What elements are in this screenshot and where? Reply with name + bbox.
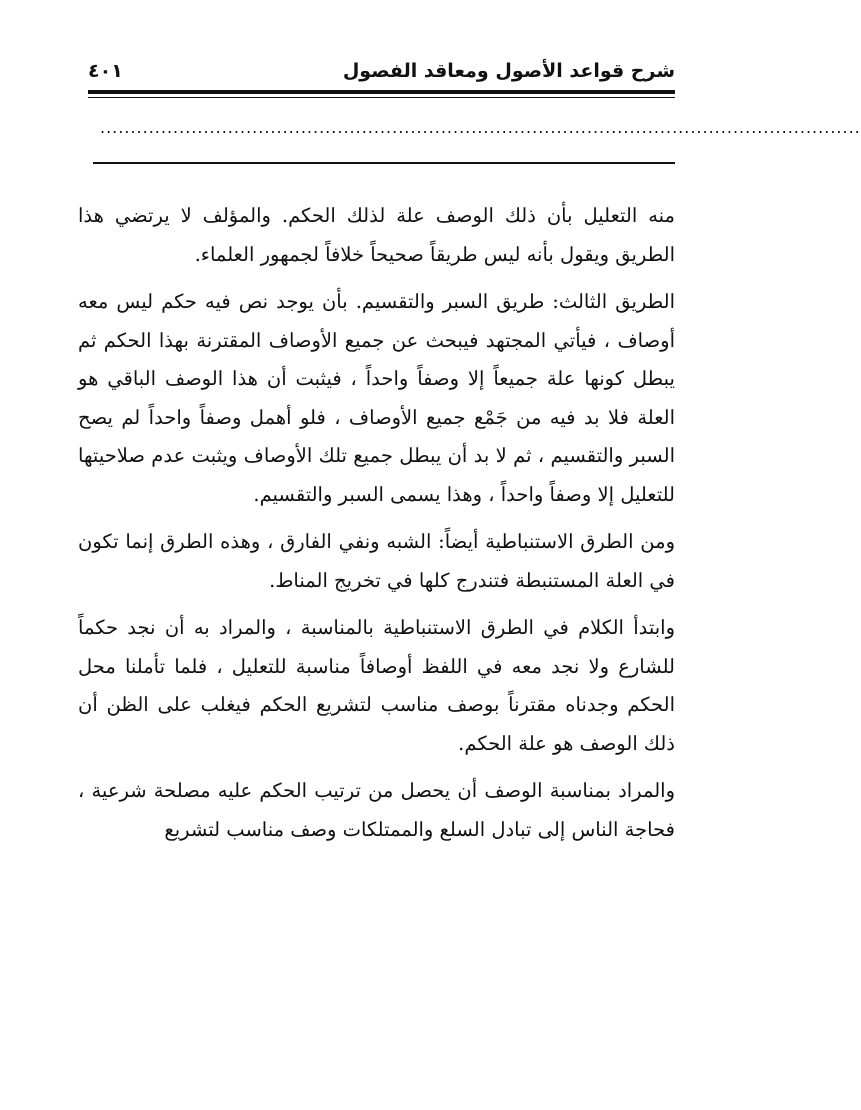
section-rule	[93, 162, 675, 164]
header-rule-thick	[88, 90, 675, 94]
paragraph-5: والمراد بمناسبة الوصف أن يحصل من ترتيب الحكم عليه مصلحة شرعية ، فحاجة الناس إلى تبادل السلع والممتلكات وصف مناسب لتشريع	[78, 779, 675, 841]
page-number: ٤٠١	[88, 60, 123, 82]
paragraph-3: ومن الطرق الاستنباطية أيضاً: الشبه ونفي الفارق ، وهذه الطرق إنما تكون في العلة المستنبطة فتندرج كلها في تخريج المناط.	[78, 530, 675, 592]
body-text	[78, 197, 675, 858]
paragraph-1: منه التعليل بأن ذلك الوصف علة لذلك الحكم. والمؤلف لا يرتضي هذا الطريق ويقول بأنه ليس طريقاً صحيحاً خلافاً لجمهور العلماء.	[78, 204, 675, 266]
paragraph-4: وابتدأ الكلام في الطرق الاستنباطية بالمناسبة ، والمراد به أن نجد حكماً للشارع ولا نجد معه في اللفظ أوصافاً مناسبة للتعليل ، فلما تأملنا محل الحكم وجدناه مقترناً بوصف مناسب لتشريع الحكم فيغلب على الظن أن ذلك الوصف هو علة الحكم.	[78, 616, 675, 755]
dotted-separator: .............................................................................................................................	[100, 118, 861, 137]
running-header	[88, 58, 675, 88]
paragraph-2: الطريق الثالث: طريق السبر والتقسيم. بأن يوجد نص فيه حكم ليس معه أوصاف ، فيأتي المجتهد فيبحث عن جميع الأوصاف المقترنة بهذا الحكم ثم يبطل كونها علة جميعاً إلا وصفاً واحداً ، فيثبت أن هذا الوصف الباقي هو العلة فلا بد فيه من جَمْع جميع الأوصاف ، فلو أهمل وصفاً واحداً لم يصح السبر والتقسيم ، ثم لا بد أن يبطل جميع تلك الأوصاف ويثبت عدم صلاحيتها للتعليل إلا وصفاً واحداً ، وهذا يسمى السبر والتقسيم.	[78, 290, 675, 506]
book-title: شرح قواعد الأصول ومعاقد الفصول	[342, 60, 675, 82]
header-rule-thin	[88, 97, 675, 98]
